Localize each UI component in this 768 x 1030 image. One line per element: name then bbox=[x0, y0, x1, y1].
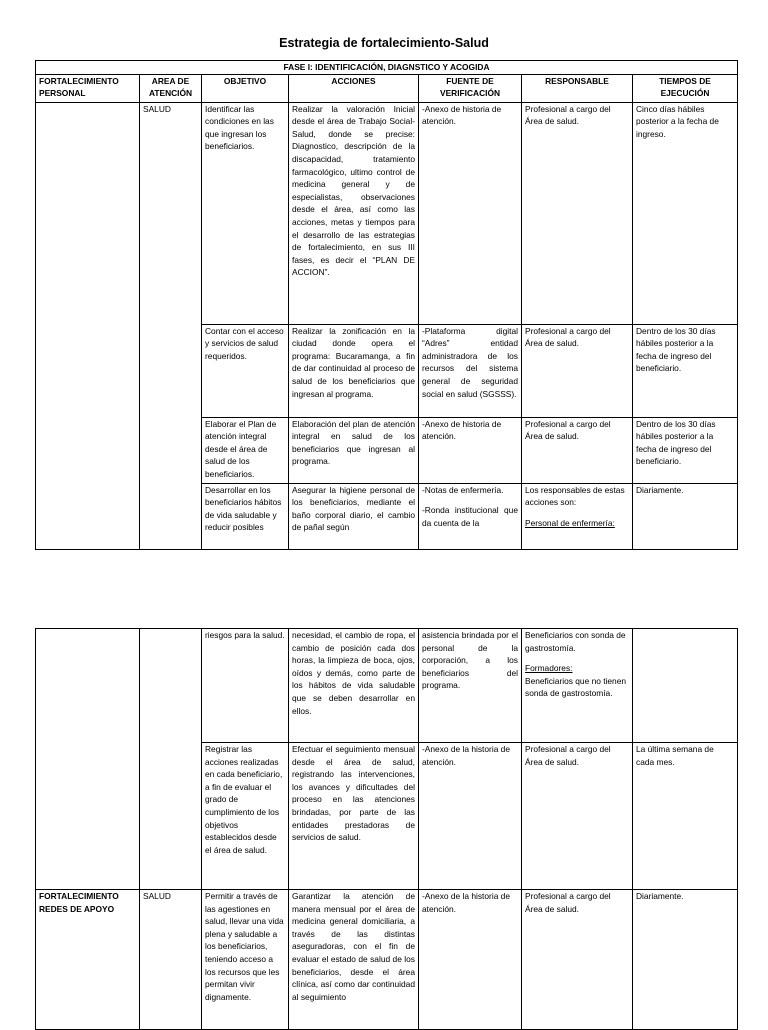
header-objetivo: OBJETIVO bbox=[202, 74, 289, 102]
header-tiempos: TIEMPOS DE EJECUCIÓN bbox=[633, 74, 738, 102]
responsable-sonda: Beneficiarios con sonda de gastrostomía. bbox=[525, 630, 626, 653]
fuente-cell: -Anexo de la historia de atención. bbox=[419, 890, 522, 1030]
page-title: Estrategia de fortalecimiento-Salud bbox=[279, 36, 489, 50]
acciones-cell: Garantizar la atención de manera mensual por el área de medicina general domiciliaria, a través de las distintas aseguradoras, con el fin de evaluar el estado de salud de los beneficiarios, desde el área clínica, así como dar continuidad al seguimiento bbox=[289, 890, 419, 1030]
responsable-cell: Profesional a cargo del Área de salud. bbox=[522, 324, 633, 417]
fuente-cell: -Plataforma digital “Adres” entidad administradora de los recursos del sistema general de seguridad social en salud (SGSSS). bbox=[419, 324, 522, 417]
category-cell bbox=[36, 102, 140, 549]
fuente-cell: -Anexo de la historia de atención. bbox=[419, 743, 522, 890]
acciones-cell: necesidad, el cambio de ropa, el cambio de posición cada dos horas, la limpieza de boca, ojos, oídos y demás, como parte de los hábitos de vida saludable que se deben desarrollar en ellos. bbox=[289, 629, 419, 743]
area-cell bbox=[140, 629, 202, 890]
responsable-cell bbox=[522, 629, 633, 743]
tiempos-cell: Dentro de los 30 días hábiles posterior a la fecha de ingreso del beneficiario. bbox=[633, 417, 738, 483]
objetivo-cell: Contar con el acceso y servicios de salud requeridos. bbox=[202, 324, 289, 417]
category-cell: FORTALECIMIENTO REDES DE APOYO bbox=[36, 890, 140, 1030]
responsable-cell bbox=[522, 483, 633, 549]
responsable-sin-sonda: Beneficiarios que no tienen sonda de gastrostomía. bbox=[525, 675, 627, 699]
header-acciones: ACCIONES bbox=[289, 74, 419, 102]
acciones-cell: Asegurar la higiene personal de los beneficiarios, mediante el baño corporal diario, el cambio de pañal según bbox=[289, 483, 419, 549]
responsable-heading: Personal de enfermería: bbox=[525, 517, 615, 528]
strategy-table-page-1 bbox=[35, 60, 738, 550]
area-cell: SALUD bbox=[140, 102, 202, 549]
fuente-cell: asistencia brindada por el personal de la corporación, a los beneficiarios del programa. bbox=[419, 629, 522, 743]
header-fuente: FUENTE DE VERIFICACIÓN bbox=[419, 74, 522, 102]
objetivo-cell: Desarrollar en los beneficiarios hábitos de vida saludable y reducir posibles bbox=[202, 483, 289, 549]
header-fortalecimiento: FORTALECIMIENTO PERSONAL bbox=[36, 74, 140, 102]
table-row bbox=[36, 890, 738, 1030]
objetivo-cell: Registrar las acciones realizadas en cada beneficiario, a fin de evaluar el grado de cumplimiento de los objetivos establecidos desde el área de salud. bbox=[202, 743, 289, 890]
responsable-cell: Profesional a cargo del Área de salud. bbox=[522, 890, 633, 1030]
fuente-cell bbox=[419, 483, 522, 549]
fuente-ronda: -Ronda institucional que da cuenta de la bbox=[422, 505, 518, 528]
phase-title: FASE I: IDENTIFICACIÓN, DIAGNSTICO Y ACOGIDA bbox=[36, 61, 738, 75]
area-cell: SALUD bbox=[140, 890, 202, 1030]
fuente-notas: -Notas de enfermería. bbox=[422, 484, 504, 495]
tiempos-cell: Dentro de los 30 días hábiles posterior a la fecha de ingreso del beneficiario. bbox=[633, 324, 738, 417]
tiempos-cell bbox=[633, 629, 738, 743]
responsable-intro: Los responsables de estas acciones son: bbox=[525, 484, 625, 508]
responsable-cell: Profesional a cargo del Área de salud. bbox=[522, 102, 633, 324]
table-header-row bbox=[36, 74, 738, 102]
fuente-cell: -Anexo de historia de atención. bbox=[419, 417, 522, 483]
tiempos-cell: Cinco días hábiles posterior a la fecha de ingreso. bbox=[633, 102, 738, 324]
objetivo-cell: riesgos para la salud. bbox=[202, 629, 289, 743]
tiempos-cell: La última semana de cada mes. bbox=[633, 743, 738, 890]
fuente-cell: -Anexo de historia de atención. bbox=[419, 102, 522, 324]
responsable-cell: Profesional a cargo del Área de salud. bbox=[522, 743, 633, 890]
table-row bbox=[36, 102, 738, 324]
header-area: AREA DE ATENCIÓN bbox=[140, 74, 202, 102]
acciones-cell: Efectuar el seguimiento mensual desde el área de salud, registrando las intervenciones, los avances y dificultades del proceso en las atenciones brindadas, por parte de las entidades prestadoras de servicios de salud. bbox=[289, 743, 419, 890]
category-cell bbox=[36, 629, 140, 890]
header-responsable: RESPONSABLE bbox=[522, 74, 633, 102]
strategy-table-page-2 bbox=[35, 628, 738, 1030]
objetivo-cell: Identificar las condiciones en las que ingresan los beneficiarios. bbox=[202, 102, 289, 324]
responsable-formadores: Formadores: bbox=[525, 663, 573, 674]
tiempos-cell: Diariamente. bbox=[633, 483, 738, 549]
acciones-cell: Realizar la valoración Inicial desde el área de Trabajo Social-Salud, donde se precise: Diagnostico, descripción de la discapacidad, tratamiento farmacológico, ultimo control de medicina general y de especialistas, observaciones desde el área, así como las acciones, metas y tiempos para el desarrollo de las estrategias de fortalecimiento, en sus III fases, es decir el “PLAN DE ACCION”. bbox=[289, 102, 419, 324]
objetivo-cell: Elaborar el Plan de atención integral desde el área de salud de los beneficiarios. bbox=[202, 417, 289, 483]
responsable-cell: Profesional a cargo del Área de salud. bbox=[522, 417, 633, 483]
tiempos-cell: Diariamente. bbox=[633, 890, 738, 1030]
objetivo-cell: Permitir a través de las agestiones en salud, llevar una vida plena y saludable a los beneficiarios, teniendo acceso a los recursos que les permitan vivir dignamente. bbox=[202, 890, 289, 1030]
table-row bbox=[36, 629, 738, 743]
acciones-cell: Realizar la zonificación en la ciudad donde opera el programa: Bucaramanga, a fin de dar continuidad al proceso de salud de los beneficiarios que ingresan al programa. bbox=[289, 324, 419, 417]
acciones-cell: Elaboración del plan de atención integral en salud de los beneficiarios que ingresan al programa. bbox=[289, 417, 419, 483]
